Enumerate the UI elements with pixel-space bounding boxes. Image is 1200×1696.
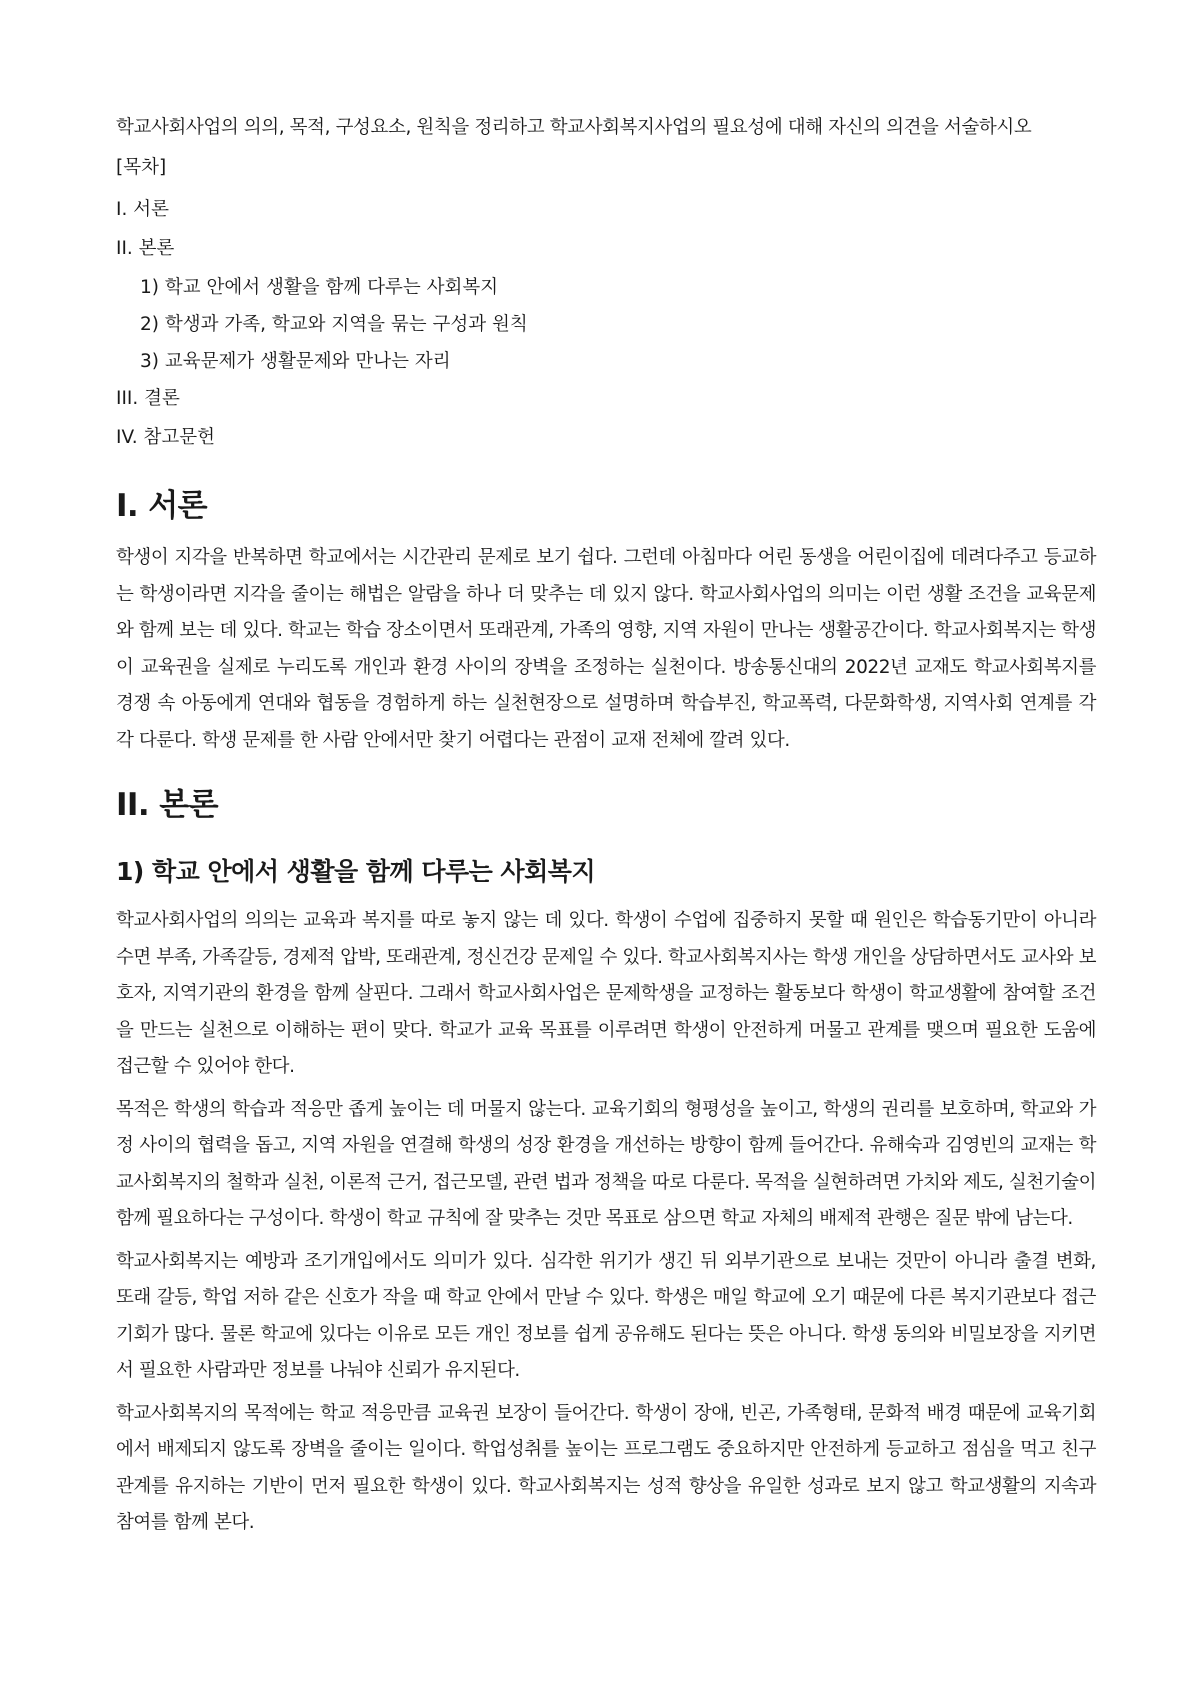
- toc-subitem-3: 3) 교육문제가 생활문제와 만나는 자리: [140, 351, 451, 372]
- section-heading-body: II. 본론: [116, 787, 218, 823]
- toc-subitem-1: 1) 학교 안에서 생활을 함께 다루는 사회복지: [140, 277, 499, 298]
- toc-item-references: IV. 참고문헌: [116, 427, 215, 448]
- table-of-contents: [116, 196, 1096, 452]
- toc-item-conclusion: III. 결론: [116, 388, 180, 409]
- section-heading-introduction: I. 서론: [116, 488, 207, 524]
- body-paragraph: 학교사회복지는 예방과 조기개입에서도 의미가 있다. 심각한 위기가 생긴 뒤 외부기관으로 보내는 것만이 아니라 출결 변화, 또래 갈등, 학업 저하 같은 신호가 작을 때 학교 안에서 만날 수 있다. 학생은 매일 학교에 오기 때문에 다른 복지기관보다 접근 기회가 많다. 물론 학교에 있다는 이유로 모든 개인 정보를 쉽게 공유해도 된다는 뜻은 아니다. 학생 동의와 비밀보장을 지키면서 필요한 사람과만 정보를 나눠야 신뢰가 유지된다.: [116, 1250, 1096, 1381]
- toc-subitem-2: 2) 학생과 가족, 학교와 지역을 묶는 구성과 원칙: [140, 314, 528, 335]
- subsection-heading-1: 1) 학교 안에서 생활을 함께 다루는 사회복지: [116, 857, 596, 886]
- body-paragraph: 목적은 학생의 학습과 적응만 좁게 높이는 데 머물지 않는다. 교육기회의 형평성을 높이고, 학생의 권리를 보호하며, 학교와 가정 사이의 협력을 돕고, 지역 자원을 연결해 학생의 성장 환경을 개선하는 방향이 함께 들어간다. 유해숙과 김영빈의 교재는 학교사회복지의 철학과 실천, 이론적 근거, 접근모델, 관련 법과 정책을 따로 다룬다. 목적을 실현하려면 가치와 제도, 실천기술이 함께 필요하다는 구성이다. 학생이 학교 규칙에 잘 맞추는 것만 목표로 삼으면 학교 자체의 배제적 관행은 질문 밖에 남는다.: [116, 1098, 1096, 1229]
- assignment-question: 학교사회사업의 의의, 목적, 구성요소, 원칙을 정리하고 학교사회복지사업의 필요성에 대해 자신의 의견을 서술하시오: [116, 117, 1032, 138]
- toc-item-body: II. 본론: [116, 238, 175, 259]
- toc-title: [목차]: [116, 157, 167, 178]
- toc-item-introduction: I. 서론: [116, 199, 169, 220]
- introduction-paragraph: 학생이 지각을 반복하면 학교에서는 시간관리 문제로 보기 쉽다. 그런데 아침마다 어린 동생을 어린이집에 데려다주고 등교하는 학생이라면 지각을 줄이는 해법은 알람을 하나 더 맞추는 데 있지 않다. 학교사회사업의 의미는 이런 생활 조건을 교육문제와 함께 보는 데 있다. 학교는 학습 장소이면서 또래관계, 가족의 영향, 지역 자원이 만나는 생활공간이다. 학교사회복지는 학생이 교육권을 실제로 누리도록 개인과 환경 사이의 장벽을 조정하는 실천이다. 방송통신대의 2022년 교재도 학교사회복지를 경쟁 속 아동에게 연대와 협동을 경험하게 하는 실천현장으로 설명하며 학습부진, 학교폭력, 다문화학생, 지역사회 연계를 각각 다룬다. 학생 문제를 한 사람 안에서만 찾기 어렵다는 관점이 교재 전체에 깔려 있다.: [116, 547, 1096, 751]
- body-paragraph: 학교사회사업의 의의는 교육과 복지를 따로 놓지 않는 데 있다. 학생이 수업에 집중하지 못할 때 원인은 학습동기만이 아니라 수면 부족, 가족갈등, 경제적 압박, 또래관계, 정신건강 문제일 수 있다. 학교사회복지사는 학생 개인을 상담하면서도 교사와 보호자, 지역기관의 환경을 함께 살핀다. 그래서 학교사회사업은 문제학생을 교정하는 활동보다 학생이 학교생활에 참여할 조건을 만드는 실천으로 이해하는 편이 맞다. 학교가 교육 목표를 이루려면 학생이 안전하게 머물고 관계를 맺으며 필요한 도움에 접근할 수 있어야 한다.: [116, 910, 1096, 1077]
- body-paragraph: 학교사회복지의 목적에는 학교 적응만큼 교육권 보장이 들어간다. 학생이 장애, 빈곤, 가족형태, 문화적 배경 때문에 교육기회에서 배제되지 않도록 장벽을 줄이는 일이다. 학업성취를 높이는 프로그램도 중요하지만 안전하게 등교하고 점심을 먹고 친구 관계를 유지하는 기반이 먼저 필요한 학생이 있다. 학교사회복지는 성적 향상을 유일한 성과로 보지 않고 학교생활의 지속과 참여를 함께 본다.: [116, 1402, 1096, 1533]
